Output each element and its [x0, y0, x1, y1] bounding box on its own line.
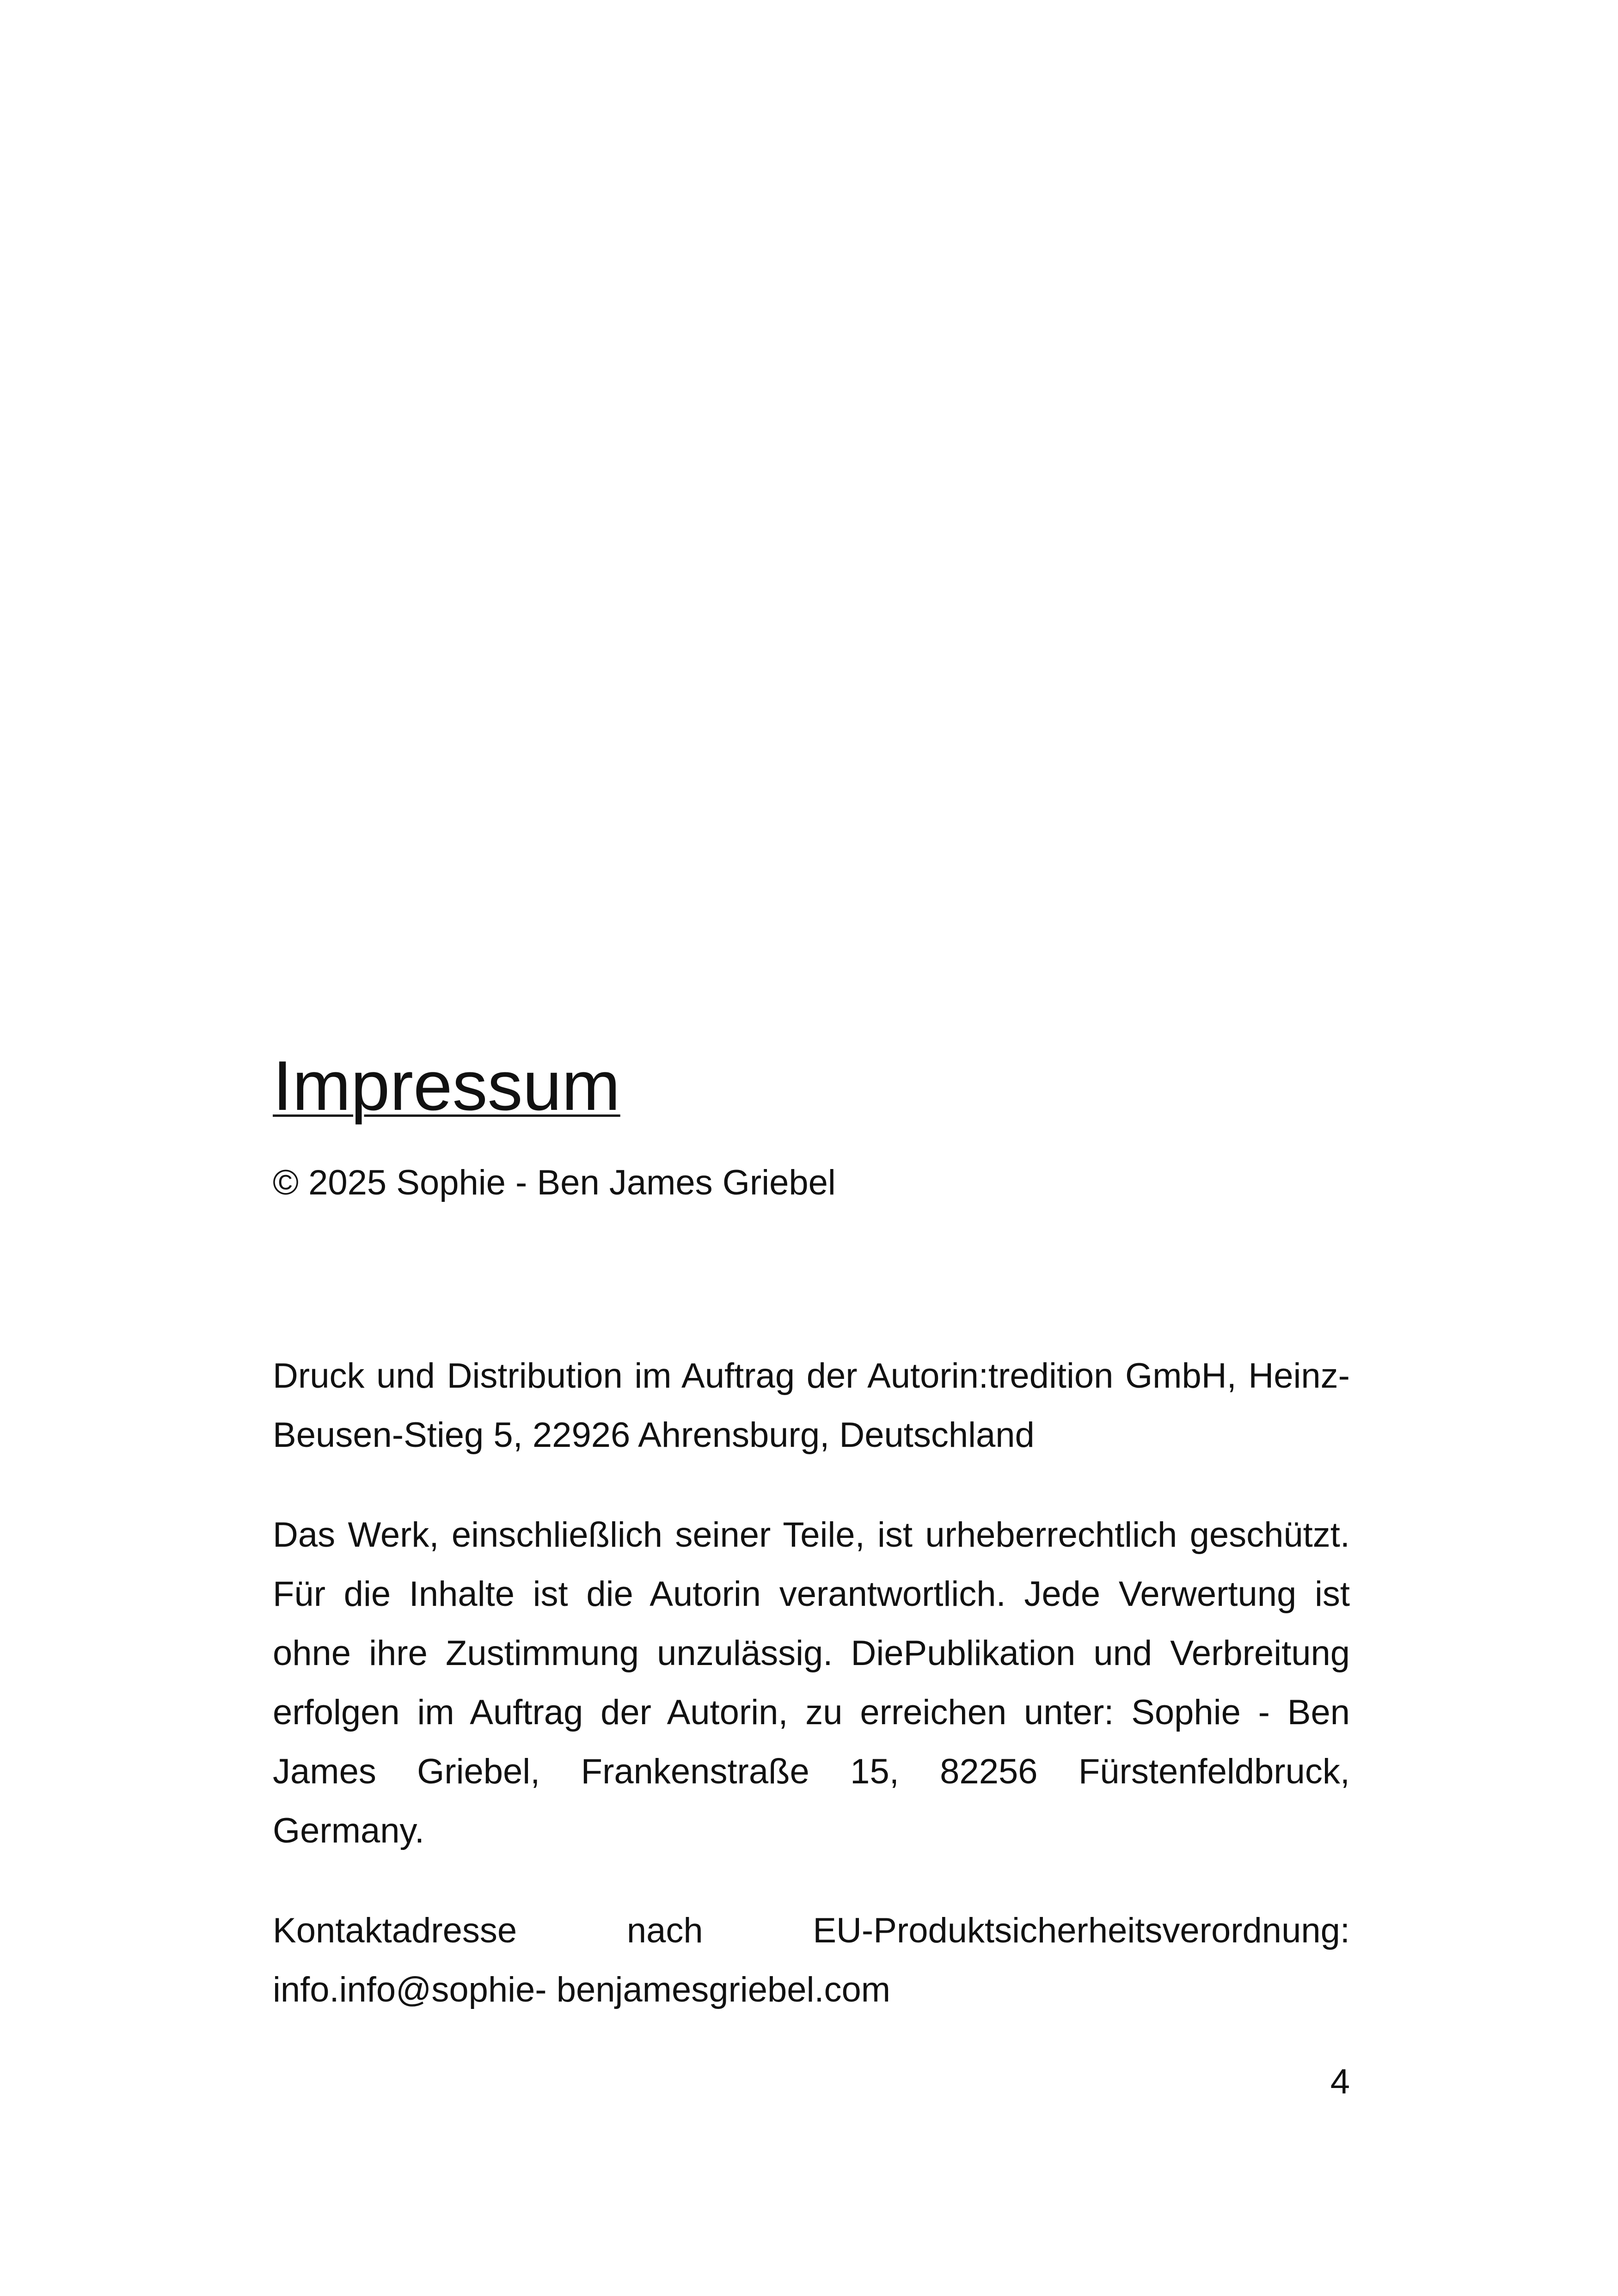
page-number: 4 — [1330, 2062, 1350, 2101]
print-distribution-paragraph: Druck und Distribution im Auftrag der Autorin:tredition GmbH, Heinz-Beusen-Stieg 5, 22926 Ahrensburg, Deutschland — [273, 1356, 1350, 1455]
copyright-line: © 2025 Sophie - Ben James Griebel — [273, 1163, 836, 1202]
contact-address-paragraph: Kontaktadresse nach EU-Produktsicherheitsverordnung: info.info@sophie- benjamesgriebel.com — [273, 1911, 1350, 2009]
impressum-heading: Impressum — [273, 1047, 620, 1125]
copyright-notice-paragraph: Das Werk, einschließlich seiner Teile, ist urheberrechtlich geschützt. Für die Inhalte ist die Autorin verantwortlich. Jede Verwertung ist ohne ihre Zustimmung unzulässig. DiePublikation und Verbreitung erfolgen im Auftrag der Autorin, zu erreichen unter: Sophie - Ben James Griebel, Frankenstraße 15, 82256 Fürstenfeldbruck, Germany. — [273, 1515, 1350, 1850]
impressum-section — [273, 1047, 1350, 2020]
